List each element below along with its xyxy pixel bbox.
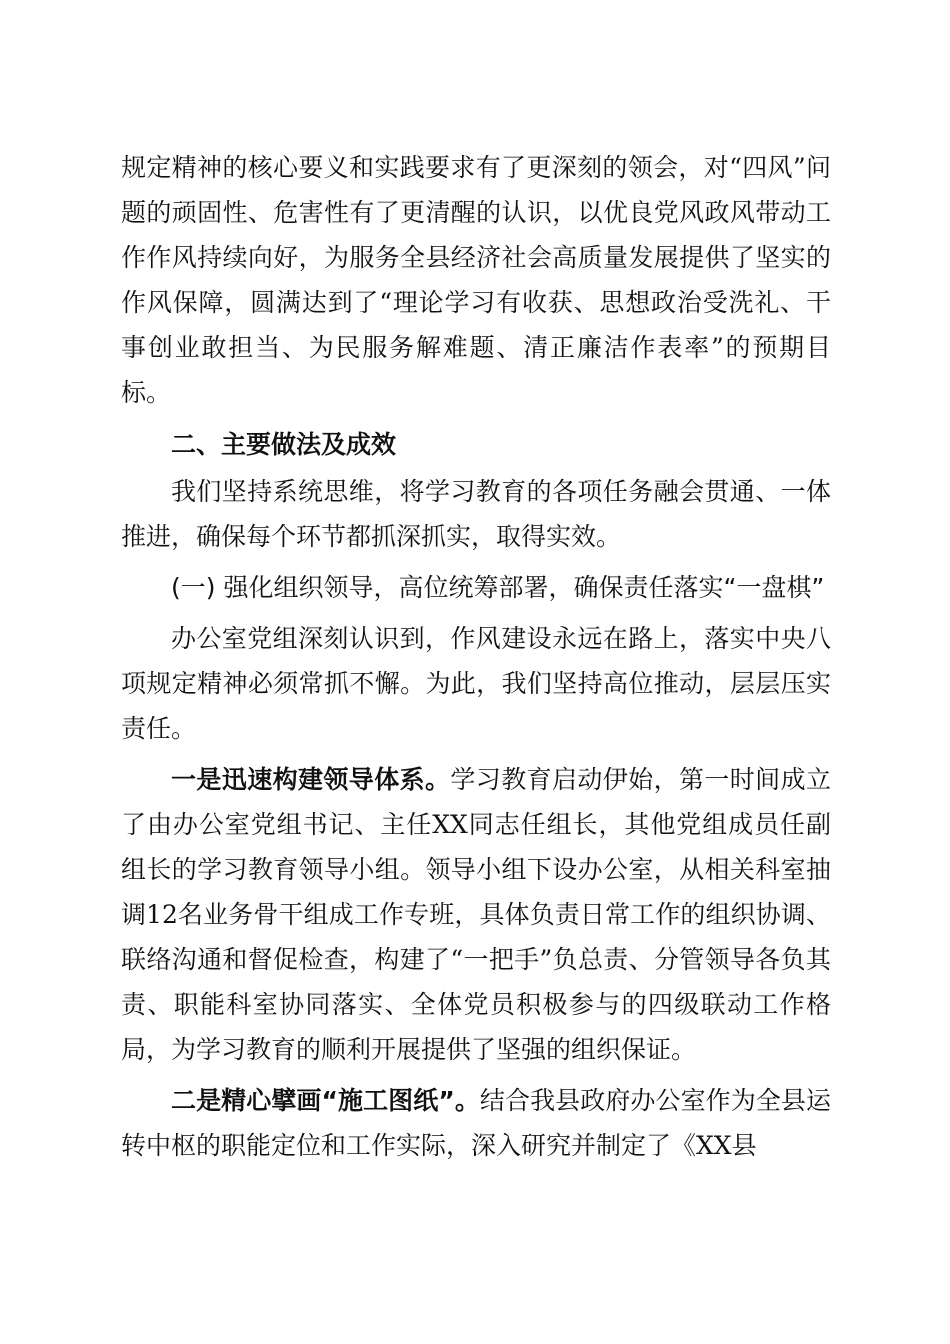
paragraph-party-group-awareness: 办公室党组深刻认识到，作风建设永远在路上，落实中央八项规定精神必须常抓不懈。为此，我们坚持高位推动，层层压实责任。 (121, 624, 831, 743)
paragraph-body-text: 学习教育启动伊始，第一时间成立了由办公室党组书记、主任XX同志任组长，其他党组成员任副组长的学习教育领导小组。领导小组下设办公室，从相关科室抽调12名业务骨干组成工作专班，具体负责日常工作的组织协调、联络沟通和督促检查，构建了“一把手”负总责、分管领导各负其责、职能科室协同落实、全体党员积极参与的四级联动工作格局，为学习教育的顺利开展提供了坚强的组织保证。 (121, 765, 831, 1064)
paragraph-leadership-system (121, 757, 831, 1072)
paragraph-lead-phrase: 二是精心擘画“施工图纸”。 (171, 1086, 480, 1115)
paragraph-body-text: 结合我县政府办公室作为全县运转中枢的职能定位和工作实际，深入研究并制定了《XX县 (121, 1086, 831, 1160)
paragraph-construction-blueprint (121, 1078, 831, 1168)
section-heading-main-practices: 二、主要做法及成效 (171, 430, 397, 459)
paragraph-intro-continuation: 规定精神的核心要义和实践要求有了更深刻的领会，对“四风”问题的顽固性、危害性有了更清醒的认识，以优良党风政风带动工作作风持续向好，为服务全县经济社会高质量发展提供了坚实的作风保障，圆满达到了“理论学习有收获、思想政治受洗礼、干事创业敢担当、为民服务解难题、清正廉洁作表率”的预期目标。 (121, 153, 831, 407)
paragraph-lead-phrase: 一是迅速构建领导体系。 (171, 765, 451, 794)
document-body (121, 145, 831, 1168)
paragraph-system-thinking: 我们坚持系统思维，将学习教育的各项任务融会贯通、一体推进，确保每个环节都抓深抓实，取得实效。 (121, 477, 831, 551)
subheading-organization-leadership: (一) 强化组织领导，高位统筹部署，确保责任落实“一盘棋” (171, 573, 825, 602)
